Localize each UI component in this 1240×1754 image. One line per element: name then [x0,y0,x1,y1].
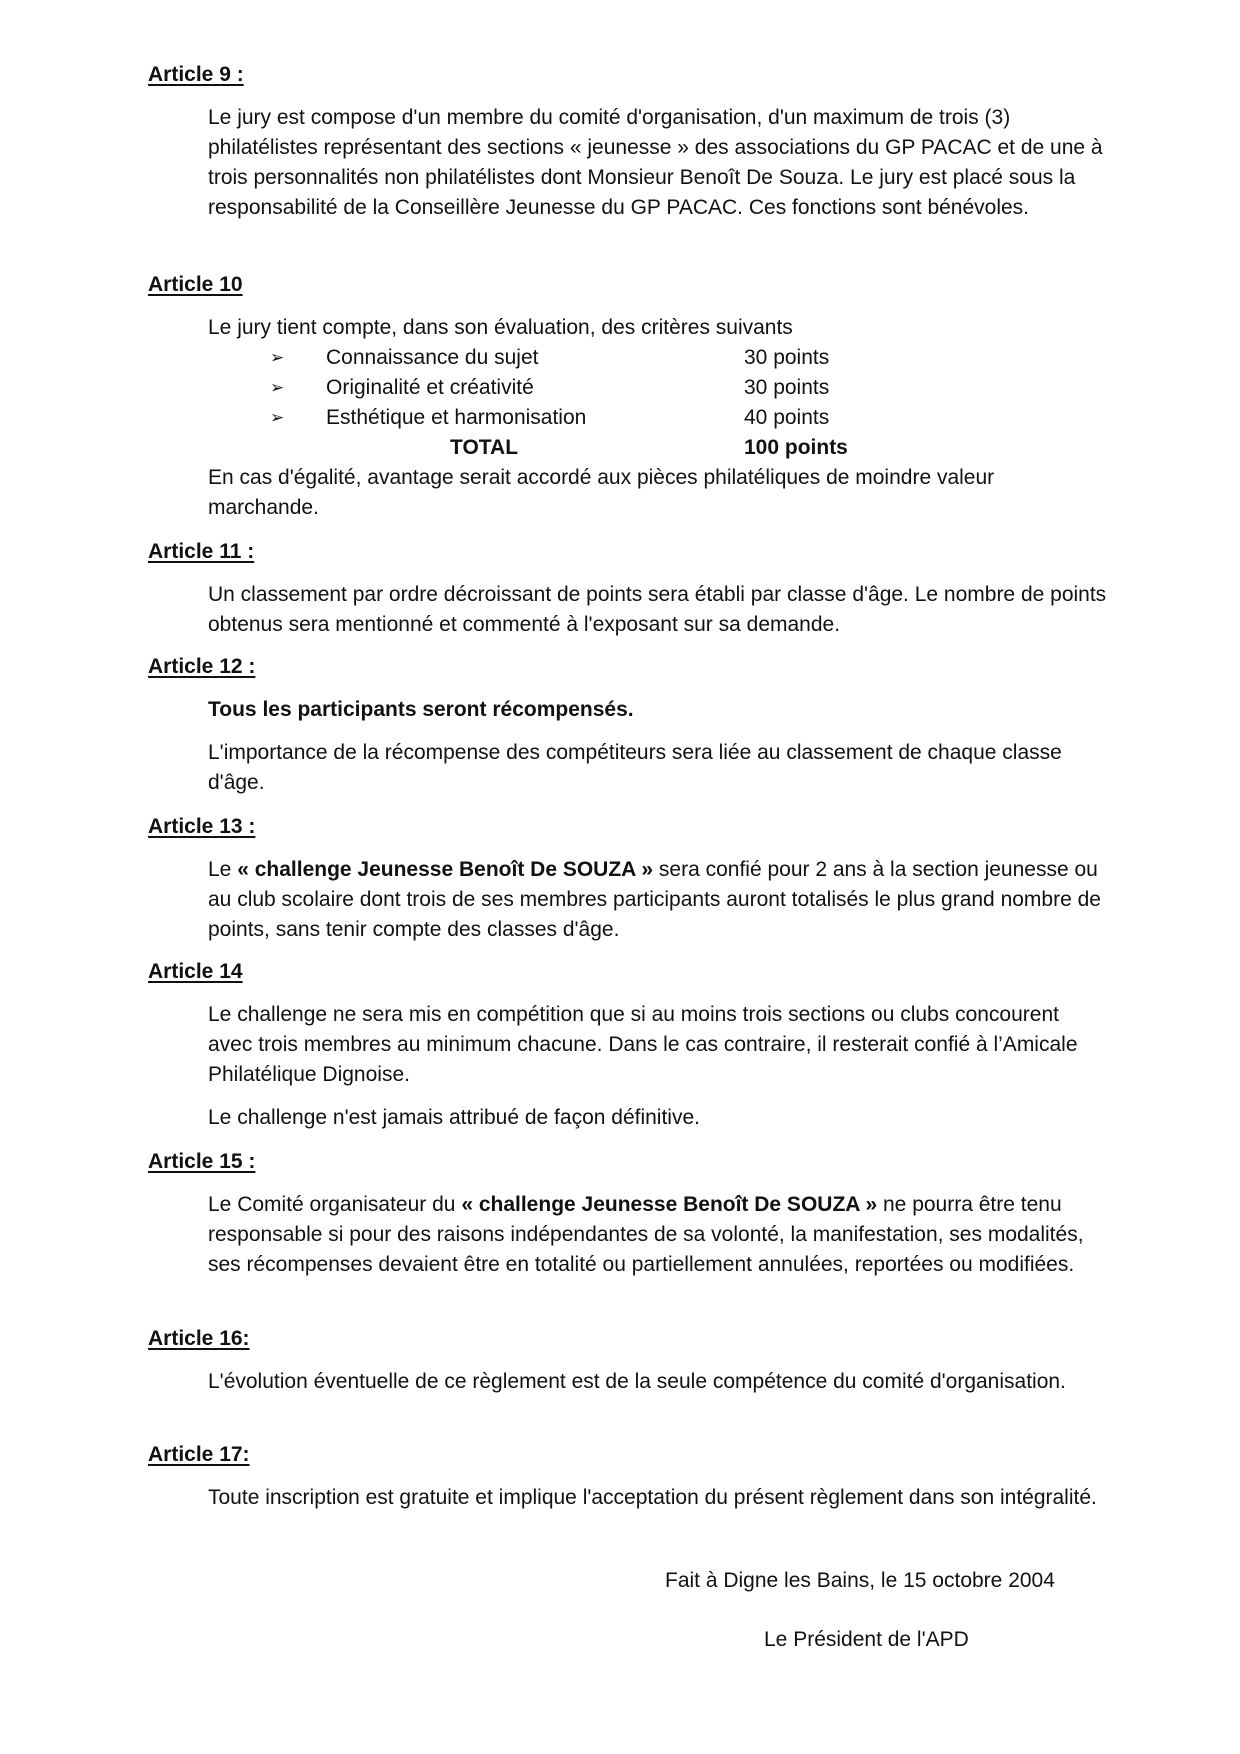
article-9-text: Le jury est compose d'un membre du comité d'organisation, d'un maximum de trois (3) philatélistes représentant des sections « jeunesse » des associations du GP PACAC et de une à trois personnalités non philatélistes dont Monsieur Benoît De Souza. Le jury est placé sous la responsabilité de la Conseillère Jeunesse du GP PACAC. Ces fonctions sont bénévoles. [208,106,1103,219]
criteria-list [208,343,1108,463]
article-15-pre: Le Comité organisateur du [208,1193,462,1216]
criterion-points: 30 points [744,376,830,399]
article-13-text [208,855,1108,945]
article-9-heading: Article 9 : [148,63,244,86]
criterion-row [208,343,1108,373]
article-17-heading: Article 17: [148,1443,250,1466]
article-14-heading: Article 14 [148,960,243,983]
arrow-bullet-icon: ➢ [270,408,285,427]
total-points: 100 points [744,436,848,459]
article-11-text: Un classement par ordre décroissant de points sera établi par classe d'âge. Le nombre de points obtenus sera mentionné et commenté à l'exposant sur sa demande. [208,583,1107,636]
criterion-points: 40 points [744,406,830,429]
article-16-text: L'évolution éventuelle de ce règlement est de la seule compétence du comité d'organisation. [208,1370,1066,1393]
criterion-row [208,373,1108,403]
article-13-post: sera confié pour 2 ans à la section jeunesse ou au club scolaire dont trois de ses membres participants auront totalisés le plus grand nombre de points, sans tenir compte des classes d'âge. [208,858,1101,941]
article-14-text: Le challenge ne sera mis en compétition que si au moins trois sections ou clubs concourent avec trois membres au minimum chacune. Dans le cas contraire, il resterait confié à l’Amicale Philatélique Dignoise. [208,1003,1078,1086]
article-13-heading: Article 13 : [148,815,256,838]
article-12-bold-text: Tous les participants seront récompensés. [208,698,634,721]
criterion-label: Connaissance du sujet [326,346,539,369]
article-15-post: ne pourra être tenu responsable si pour des raisons indépendantes de sa volonté, la manifestation, ses modalités, ses récompenses devaient être en totalité ou partiellement annulées, reportées ou modifiées. [208,1193,1084,1276]
challenge-name: « challenge Jeunesse Benoît De SOUZA » [237,858,654,881]
article-17-text: Toute inscription est gratuite et implique l'acceptation du présent règlement dans son intégralité. [208,1486,1097,1509]
article-16-heading: Article 16: [148,1327,250,1350]
article-13-pre: Le [208,858,238,881]
article-14-text-2: Le challenge n'est jamais attribué de façon définitive. [208,1106,700,1129]
criterion-label: Originalité et créativité [326,376,534,399]
arrow-bullet-icon: ➢ [270,378,285,397]
challenge-name: « challenge Jeunesse Benoît De SOUZA » [461,1193,878,1216]
article-15-text [208,1190,1108,1280]
criterion-label: Esthétique et harmonisation [326,406,587,429]
article-10-tie-text: En cas d'égalité, avantage serait accordé aux pièces philatéliques de moindre valeur marchande. [208,466,995,519]
criterion-points: 30 points [744,346,830,369]
signatory: Le Président de l'APD [764,1628,969,1651]
article-10-intro: Le jury tient compte, dans son évaluation, des critères suivants [208,316,793,339]
arrow-bullet-icon: ➢ [270,348,285,367]
total-label: TOTAL [450,436,519,459]
article-10-heading: Article 10 [148,273,243,296]
criterion-row [208,403,1108,433]
article-12-heading: Article 12 : [148,655,256,678]
article-12-text: L'importance de la récompense des compétiteurs sera liée au classement de chaque classe d'âge. [208,741,1062,794]
article-15-heading: Article 15 : [148,1150,256,1173]
place-date: Fait à Digne les Bains, le 15 octobre 2004 [665,1569,1055,1592]
total-row [208,433,1108,463]
article-11-heading: Article 11 : [148,540,255,563]
